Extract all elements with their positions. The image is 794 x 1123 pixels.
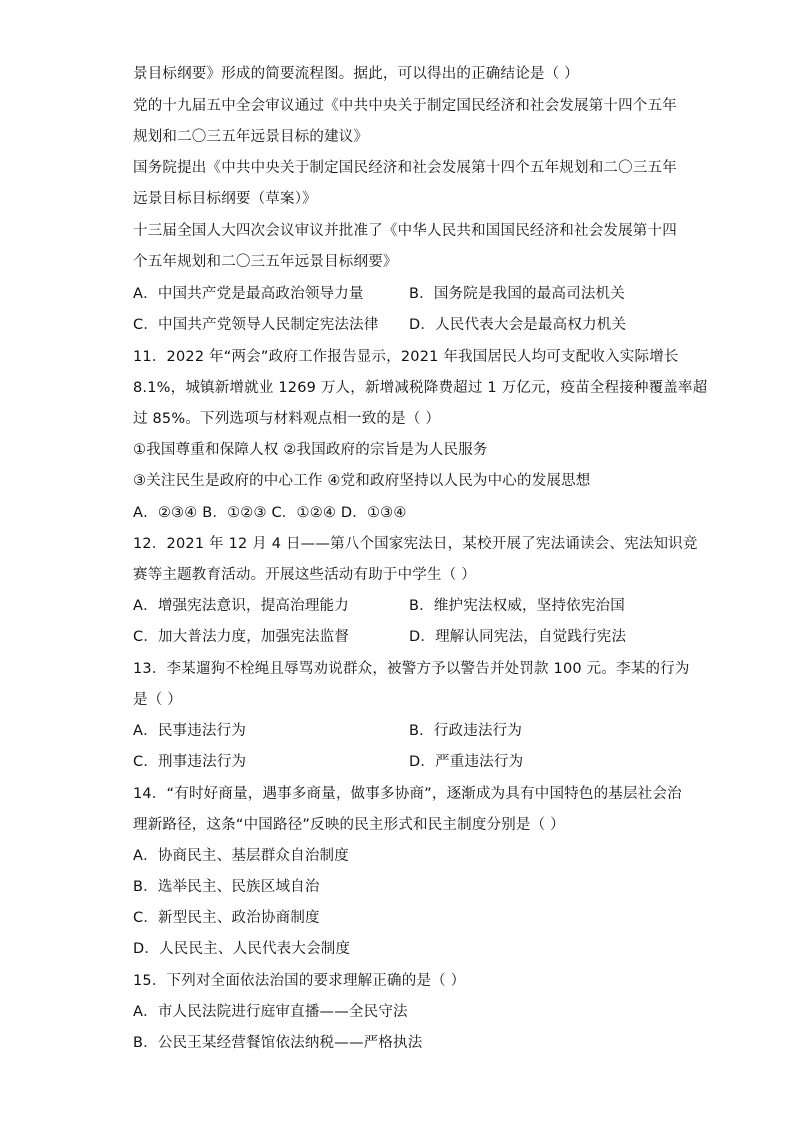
statement-line: ③关注民生是政府的中心工作 ④党和政府坚持以人民为中心的发展思想 <box>133 473 591 489</box>
question-13: 13．李某遛狗不栓绳且辱骂劝说群众，被警方予以警告并处罚款 100 元。李某的行为 <box>133 661 690 677</box>
text-line: 规划和二〇三五年远景目标的建议》 <box>133 129 369 145</box>
option-d: D．严重违法行为 <box>409 754 524 770</box>
text-line: 党的十九届五中全会审议通过《中共中央关于制定国民经济和社会发展第十四个五年 <box>133 98 677 114</box>
text-line: 远景目标目标纲要（草案）》 <box>133 191 317 207</box>
text-line: 赛等主题教育活动。开展这些活动有助于中学生（ ） <box>133 567 476 583</box>
option-b: B．选举民主、民族区域自治 <box>133 879 320 895</box>
option-b: B．维护宪法权威，坚持依宪治国 <box>409 598 625 614</box>
statement-line: ①我国尊重和保障人权 ②我国政府的宗旨是为人民服务 <box>133 442 488 458</box>
option-b: B．行政违法行为 <box>409 723 523 739</box>
text-line: 景目标纲要》形成的简要流程图。据此，可以得出的正确结论是（ ） <box>133 66 579 82</box>
text-line: 个五年规划和二〇三五年远景目标纲要》 <box>133 254 398 270</box>
option-c: C．新型民主、政治协商制度 <box>133 910 320 926</box>
option-a: A．中国共产党是最高政治领导力量 <box>133 286 364 302</box>
options-line: A．②③④ B．①②③ C．①②④ D．①③④ <box>133 505 407 521</box>
option-d: D．人民代表大会是最高权力机关 <box>409 317 627 333</box>
question-12: 12．2021 年 12 月 4 日——第八个国家宪法日，某校开展了宪法诵读会、宪法知识竞 <box>133 536 698 552</box>
question-15: 15．下列对全面依法治国的要求理解正确的是（ ） <box>133 973 466 989</box>
option-c: C．刑事违法行为 <box>133 754 247 770</box>
option-a: A．协商民主、基层群众自治制度 <box>133 848 349 864</box>
option-b: B．国务院是我国的最高司法机关 <box>409 286 625 302</box>
option-a: A．市人民法院进行庭审直播——全民守法 <box>133 1004 408 1020</box>
option-d: D．人民民主、人民代表大会制度 <box>133 941 351 957</box>
question-14: 14．“有时好商量，遇事多商量，做事多协商”，逐渐成为具有中国特色的基层社会治 <box>133 786 682 802</box>
option-b: B．公民王某经营餐馆依法纳税——严格执法 <box>133 1035 423 1051</box>
option-a: A．民事违法行为 <box>133 723 247 739</box>
option-c: C．中国共产党领导人民制定宪法法律 <box>133 317 379 333</box>
text-line: 理新路径，这条“中国路径”反映的民主形式和民主制度分别是（ ） <box>133 817 565 833</box>
text-line: 过 85%。下列选项与材料观点相一致的是（ ） <box>133 411 441 427</box>
text-line: 8.1%，城镇新增就业 1269 万人，新增减税降费超过 1 万亿元，疫苗全程接种覆盖率超 <box>133 380 708 396</box>
text-line: 是（ ） <box>133 692 182 708</box>
text-line: 十三届全国人大四次会议审议并批准了《中华人民共和国国民经济和社会发展第十四 <box>133 223 677 239</box>
option-c: C．加大普法力度，加强宪法监督 <box>133 629 350 645</box>
option-d: D．理解认同宪法，自觉践行宪法 <box>409 629 627 645</box>
question-11: 11．2022 年“两会”政府工作报告显示，2021 年我国居民人均可支配收入实际增长 <box>133 349 679 365</box>
text-line: 国务院提出《中共中央关于制定国民经济和社会发展第十四个五年规划和二〇三五年 <box>133 160 677 176</box>
option-a: A．增强宪法意识，提高治理能力 <box>133 598 349 614</box>
